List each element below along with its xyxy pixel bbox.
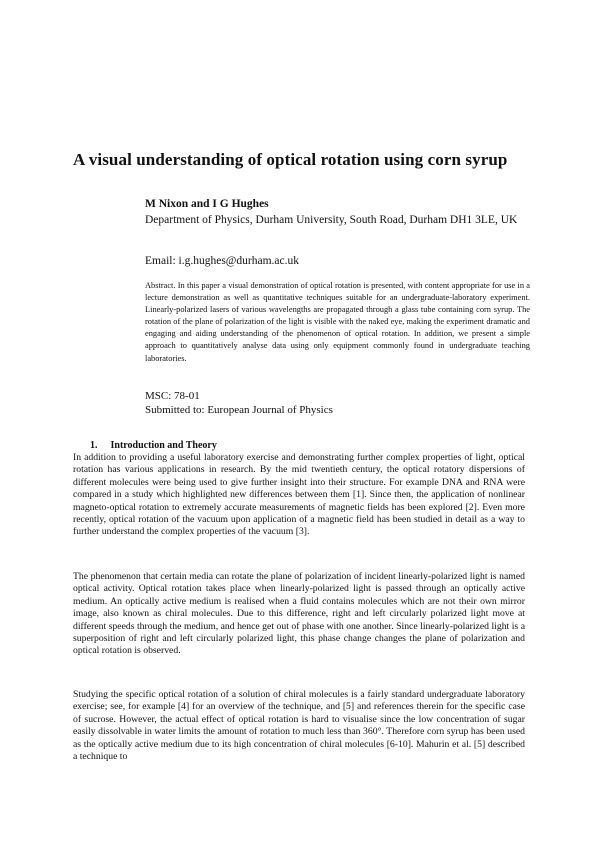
paper-title: A visual understanding of optical rotation using corn syrup	[73, 150, 508, 169]
abstract: Abstract. In this paper a visual demonstration of optical rotation is presented, with content appropriate for use in a lecture demonstration as well as quantitative techniques suitable for an undergraduate-laboratory experiment. Linearly-polarized lasers of various wavelengths are propagated through a glass tube containing corn syrup. The rotation of the plane of polarization of the light is visible with the naked eye, making the experiment dramatic and engaging and aiding understanding of the phenomenon of optical rotation. In addition, we present a simple approach to quantitatively analyse data using only equipment commonly found in undergraduate teaching laboratories.	[145, 281, 530, 363]
contact-email: Email: i.g.hughes@durham.ac.uk	[145, 255, 299, 267]
author-affiliation: Department of Physics, Durham University, South Road, Durham DH1 3LE, UK	[145, 214, 518, 226]
body-paragraph-3: Studying the specific optical rotation of a solution of chiral molecules is a fairly standard undergraduate laboratory exercise; see, for example [4] for an overview of the technique, and [5] and references therein for the specific case of sucrose. However, the actual effect of optical rotation is hard to visualise since the low concentration of sugar easily dissolvable in water limits the amount of rotation to much less than 360°. Therefore corn syrup has been used as the optically active medium due to its high concentration of chiral molecules [6-10]. Mahurin et al. [5] described a technique to	[73, 689, 525, 763]
submission-note: Submitted to: European Journal of Physics	[145, 404, 333, 416]
body-paragraph-2: The phenomenon that certain media can rotate the plane of polarization of incident linearly-polarized light is named optical activity. Optical rotation takes place when linearly-polarized light is passed through an optically active medium. An optically active medium is realised when a fluid contains molecules which are not their own mirror image, also known as chiral molecules. Due to this difference, right and left circularly polarized light move at different speeds through the medium, and hence get out of phase with one another. Since linearly-polarized light is a superposition of right and left circularly polarized light, this phase change changes the plane of polarization and optical rotation is observed.	[73, 571, 525, 657]
section-heading	[90, 440, 217, 451]
author-list: M Nixon and I G Hughes	[145, 198, 269, 210]
msc-code: MSC: 78-01	[145, 390, 200, 402]
section-title: Introduction and Theory	[110, 440, 217, 451]
body-paragraph-1: In addition to providing a useful laboratory exercise and demonstrating further complex properties of light, optical rotation has various applications in research. By the mid twentieth century, the optical rotatory dispersions of different molecules were being used to give further insight into their structure. For example DNA and RNA were compared in a study which highlighted new differences between them [1]. Since then, the application of nonlinear magneto-optical rotation to extremely accurate measurements of magnetic fields has been explored [2]. Even more recently, optical rotation of the vacuum upon application of a magnetic field has been studied in detail as a way to further understand the complex properties of the vacuum [3].	[73, 452, 525, 538]
section-number: 1.	[90, 440, 98, 451]
